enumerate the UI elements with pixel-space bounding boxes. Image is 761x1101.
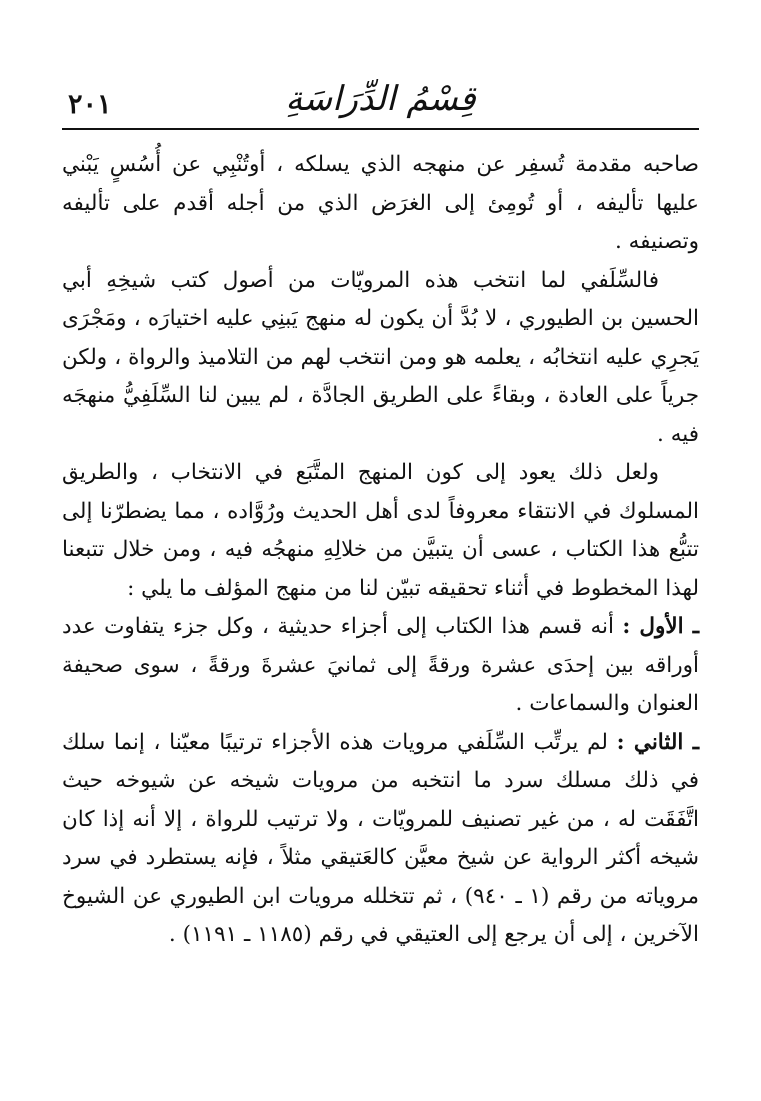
paragraph-continuation — [62, 146, 699, 262]
point-lead-first: ـ الأول : — [622, 614, 699, 639]
paragraph-second-point — [62, 724, 699, 955]
paragraph-first-point — [62, 608, 699, 724]
paragraph-text: أنه قسم هذا الكتاب إلى أجزاء حديثية ، وكل جزء يتفاوت عدد أوراقه بين إحدَى عشرة ورقةً إلى ثمانيَ عشرةَ ورقةً ، سوى صحيفة العنوان والسماعات . — [62, 614, 699, 716]
paragraph-salafi-selection — [62, 262, 699, 455]
paragraph-text: فالسِّلَفي لما انتخب هذه المرويّات من أصول كتب شيخِهِ أبي الحسين بن الطيوري ، لا بُدَّ أن يكون له منهج يَبنِي عليه اختيارَه ، ومَجْرَى يَجرِي عليه انتخابُه ، يعلمه هو ومن انتخب لهم من التلاميذ والرواة ، ولكن جرياً على العادة ، وبقاءً على الطريق الجادَّة ، لم يبين لنا السِّلَفِيُّ منهجَه فيه . — [62, 267, 699, 447]
point-lead-second: ـ الثاني : — [616, 729, 699, 755]
page-number: ٢٠١ — [68, 89, 112, 120]
page-header — [62, 72, 699, 130]
section-title: قِسْمُ الدِّرَاسَةِ — [285, 79, 476, 119]
paragraph-text: ولعل ذلك يعود إلى كون المنهج المتَّبَع في الانتخاب ، والطريق المسلوك في الانتقاء معروفاً لدى أهل الحديث ورُوَّاده ، مما يضطرّنا إلى تتبُّع هذا الكتاب ، عسى أن يتبيَّن من خلالِهِ منهجُه فيه ، ومن خلال تتبعنا لهذا المخطوط في أثناء تحقيقه تبيّن لنا من منهج المؤلف ما يلي : — [62, 460, 699, 601]
paragraph-method-intro — [62, 454, 699, 608]
paragraph-text: لم يرتِّب السِّلَفي مرويات هذه الأجزاء ترتيبًا معيّنا ، إنما سلك في ذلك مسلك سرد ما انتخبه من مرويات شيخه عن شيوخه حيث اتَّفَقَت له ، من غير تصنيف للمرويّات ، ولا ترتيب للرواة ، إلا أنه إذا كان شيخه أكثر الرواية عن شيخ معيَّن كالعَتيقي مثلاً ، فإنه يستطرد في سرد مروياته من رقم (١ ـ ٩٤٠) ، ثم تتخلله مرويات ابن الطيوري عن الشيوخ الآخرين ، إلى أن يرجع إلى العتيقي في رقم (١١٨٥ ـ ١١٩١) . — [62, 729, 699, 947]
body-text — [62, 146, 699, 955]
paragraph-text: صاحبه مقدمة تُسفِر عن منهجه الذي يسلكه ، أوتُنْبِي عن أُسُسٍ يَبْني عليها تأليفه ، أو تُومِئ إلى الغرَض الذي من أجله أقدم على تأليفه وتصنيفه . — [62, 152, 699, 254]
